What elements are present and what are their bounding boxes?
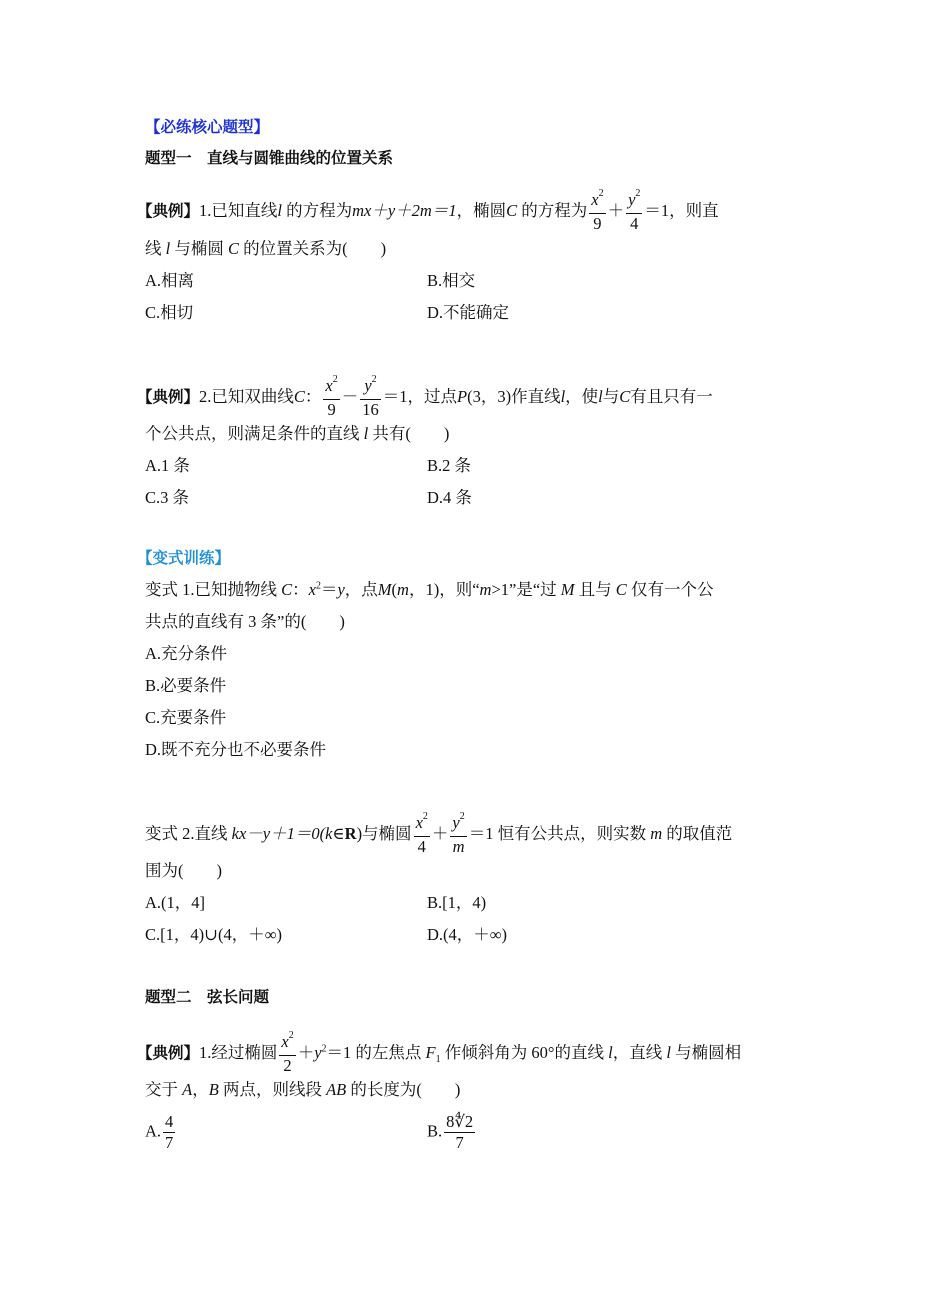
section-header: 【必练核心题型】 xyxy=(145,118,270,136)
variant-1-line-2: 共点的直线有 3 条”的( ) xyxy=(145,612,345,631)
example-1-line-1: 【典例】1.已知直线l 的方程为mx＋y＋2m＝1，椭圆C 的方程为 $\frac{x^2}{9}$ ＋ $\frac{y^2}{4}$ ＝1，则直 xyxy=(137,188,719,233)
example-1-option-b: B.相交 xyxy=(427,271,476,290)
fraction-8-root-2-over-7: $\frac{8∜2}{7}$ xyxy=(446,1112,474,1152)
variant-1-option-d: D.既不充分也不必要条件 xyxy=(145,740,327,759)
example-2-option-b: B.2 条 xyxy=(427,456,472,475)
fraction-x2-over-2: $\frac{x^2}{2}$ xyxy=(281,1030,294,1075)
variant-1-option-c: C.充要条件 xyxy=(145,708,227,727)
fraction-x2-over-4: $\frac{x^2}{4}$ xyxy=(415,811,428,856)
fraction-y2-over-m: $\frac{y^2}{m}$ xyxy=(452,811,465,856)
variant-2-option-b: B.[1，4) xyxy=(427,893,487,912)
example-3-option-b: B. $\frac{8∜2}{7}$ xyxy=(427,1112,474,1152)
example-3-line-2: 交于 A，B 两点，则线段 AB 的长度为( ) xyxy=(145,1080,461,1099)
example-2-line-2: 个公共点，则满足条件的直线 l 共有( ) xyxy=(145,424,450,443)
fraction-y2-over-16: $\frac{y^2}{16}$ xyxy=(362,374,379,419)
variant-2-option-d: D.(4，＋∞) xyxy=(427,925,508,944)
example-2-line-1: 【典例】2.已知双曲线C： $\frac{x^2}{9}$ － $\frac{y^2}{16}$ ＝1，过点P(3，3)作直线l，使l与C有且只有一 xyxy=(137,374,713,419)
example-tag: 【典例】 xyxy=(137,201,200,220)
topic-one-title: 题型一 直线与圆锥曲线的位置关系 xyxy=(145,149,394,167)
variant-2-line-1: 变式 2.直线 kx－y＋1＝0(k∈R)与椭圆 $\frac{x^2}{4}$ ＋ $\frac{y^2}{m}$ ＝1 恒有公共点，则实数 m 的取值范 xyxy=(145,811,733,856)
example-2-option-a: A.1 条 xyxy=(145,456,190,475)
example-2-option-c: C.3 条 xyxy=(145,488,190,507)
variant-2-option-a: A.(1，4] xyxy=(145,893,206,912)
example-1-option-c: C.相切 xyxy=(145,303,194,322)
variant-training-header: 【变式训练】 xyxy=(137,549,231,567)
variant-2-line-2: 围为( ) xyxy=(145,861,222,880)
fraction-4-over-7: $\frac{4}{7}$ xyxy=(165,1112,174,1152)
example-1-option-d: D.不能确定 xyxy=(427,303,510,322)
variant-2-option-c: C.[1，4)∪(4，＋∞) xyxy=(145,925,282,944)
topic-two-title: 题型二 弦长问题 xyxy=(145,988,270,1006)
fraction-y2-over-4: $\frac{y^2}{4}$ xyxy=(628,188,641,233)
example-1-option-a: A.相离 xyxy=(145,271,195,290)
example-1-line-2: 线 l 与椭圆 C 的位置关系为( ) xyxy=(145,239,387,258)
fraction-x2-over-9: $\frac{x^2}{9}$ xyxy=(591,188,604,233)
variant-1-option-b: B.必要条件 xyxy=(145,676,227,695)
example-3-line-1: 【典例】1.经过椭圆 $\frac{x^2}{2}$ $+y^2=1$ 的左焦点 $F_1$ 作倾斜角为 60°的直线 l，直线 l 与椭圆相 xyxy=(137,1030,742,1075)
example-3-option-a: A. $\frac{4}{7}$ xyxy=(145,1112,174,1152)
example-2-option-d: D.4 条 xyxy=(427,488,472,507)
variant-1-option-a: A.充分条件 xyxy=(145,644,228,663)
fraction-x2-over-9: $\frac{x^2}{9}$ xyxy=(325,374,338,419)
variant-1-line-1: 变式 1.已知抛物线 C：$x^2=y$，点M(m，1)，则“m>1”是“过 M 且与 C 仅有一个公 xyxy=(145,580,714,599)
